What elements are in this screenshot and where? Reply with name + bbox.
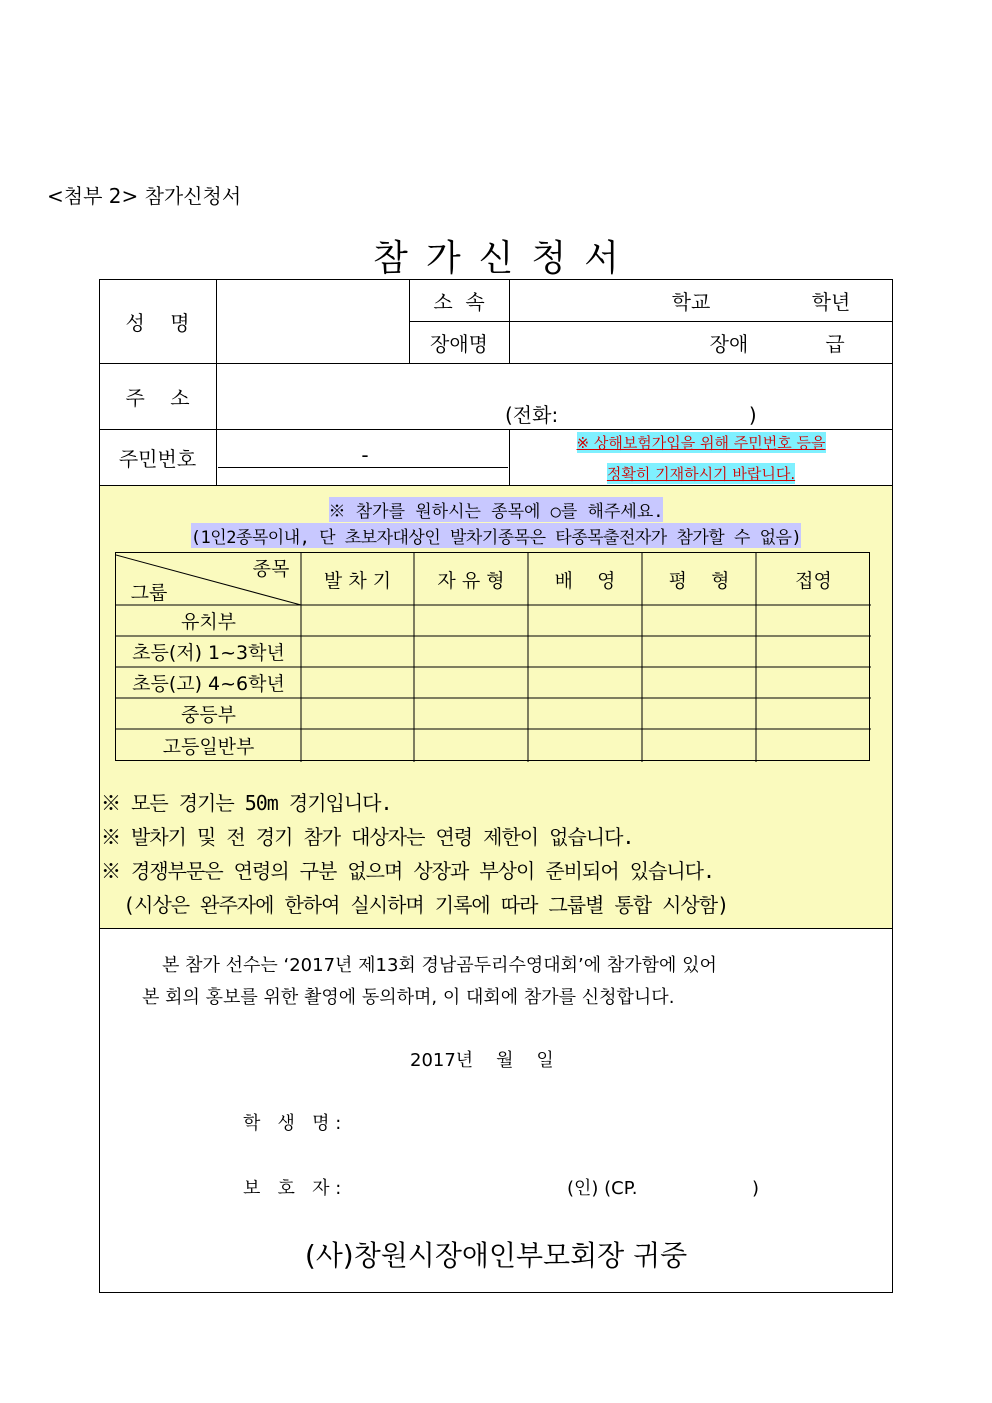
- events-instruction: ※ 참가를 원하시는 종목에 ○를 해주세요.: [100, 497, 892, 521]
- column-header: 발 차 기: [323, 569, 392, 592]
- column-header: 평 형: [668, 569, 730, 592]
- column-header: 접영: [795, 569, 832, 592]
- addressee: (사)창원시장애인부모회장 귀중: [304, 1239, 688, 1272]
- disability-type-label: 장애: [709, 331, 749, 356]
- note-item: ※ 경쟁부문은 연령의 구분 없으며 상장과 부상이 준비되어 있습니다.: [101, 859, 715, 883]
- consent-line-1: 본 참가 선수는 ‘2017년 제13회 경남곰두리수영대회’에 참가함에 있어: [162, 955, 717, 976]
- grade-label: 학년: [811, 289, 851, 314]
- note-item: ※ 발차기 및 전 경기 참가 대상자는 연령 제한이 없습니다.: [101, 825, 634, 849]
- column-header: 배 영: [554, 569, 616, 592]
- group-row-label: 중등부: [180, 704, 237, 726]
- phone-field[interactable]: (전화: ): [505, 402, 757, 427]
- document-title: 참가신청서: [373, 238, 637, 279]
- consent-line-2: 본 회의 홍보를 위한 촬영에 동의하며, 이 대회에 참가를 신청합니다.: [142, 987, 675, 1008]
- divider: [99, 928, 893, 929]
- resident-number-label: 주민번호: [118, 446, 197, 471]
- application-date: 2017년 월 일: [410, 1050, 554, 1071]
- group-row-label: 고등일반부: [162, 736, 255, 758]
- divider: [99, 485, 893, 486]
- disability-label: 장애명: [430, 331, 488, 356]
- corner-event-label: 종목: [252, 557, 290, 580]
- resident-dash: -: [361, 443, 369, 467]
- seal-and-phone: (인) (CP. ): [567, 1178, 759, 1199]
- group-row-label: 초등(고) 4~6학년: [132, 673, 285, 695]
- disability-grade-label: 급: [825, 331, 845, 356]
- guardian-label: 보 호 자 :: [243, 1178, 342, 1199]
- corner-group-label: 그룹: [130, 581, 168, 604]
- group-row-label: 초등(저) 1~3학년: [132, 642, 285, 664]
- group-row-label: 유치부: [180, 611, 237, 633]
- note-item: (시상은 완주자에 한하여 실시하며 기록에 따라 그룹별 통합 시상함): [101, 893, 729, 917]
- events-restriction: (1인2종목이내, 단 초보자대상인 발차기종목은 타종목출전자가 참가할 수 없음): [100, 523, 892, 547]
- name-label: 성 명: [125, 310, 190, 335]
- insurance-note-1: ※ 상해보험가입을 위해 주민번호 등을: [576, 433, 826, 452]
- note-item: ※ 모든 경기는 50m 경기입니다.: [101, 791, 392, 815]
- attachment-label: <첨부 2> 참가신청서: [47, 184, 242, 208]
- divider: [99, 363, 893, 364]
- student-name-label: 학 생 명 :: [243, 1113, 342, 1134]
- address-label: 주 소: [125, 385, 190, 410]
- column-header: 자 유 형: [437, 569, 505, 592]
- affiliation-label: 소 속: [433, 289, 485, 314]
- school-label: 학교: [671, 289, 711, 314]
- name-field[interactable]: [217, 280, 409, 363]
- divider: [509, 279, 510, 364]
- insurance-note-2: 정확히 기재하시기 바랍니다.: [606, 464, 796, 483]
- events-table: [115, 552, 870, 761]
